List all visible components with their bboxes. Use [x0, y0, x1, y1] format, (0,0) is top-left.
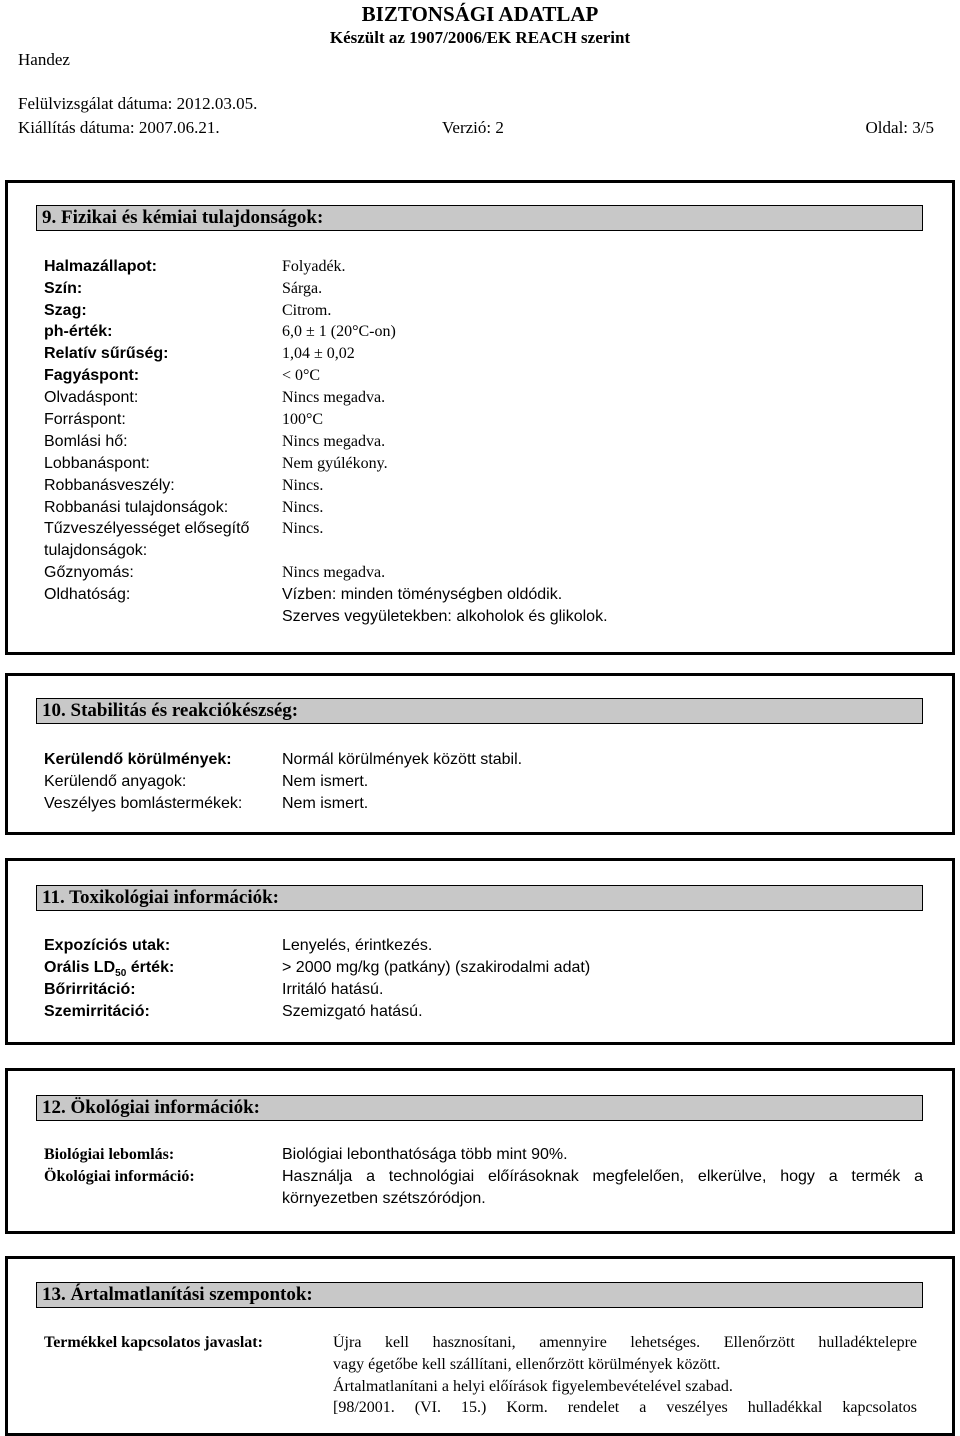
section-10-heading: 10. Stabilitás és reakciókészség: — [36, 698, 923, 724]
prop-value: Sárga. — [282, 280, 323, 297]
issue-date: Kiállítás dátuma: 2007.06.21. — [18, 118, 220, 137]
prop-label: Biológiai lebomlás: — [44, 1146, 175, 1163]
section-9-box — [5, 180, 955, 655]
prop-label: Halmazállapot: — [44, 258, 157, 275]
prop-label: Szín: — [44, 280, 83, 297]
prop-label: Gőznyomás: — [44, 564, 134, 581]
prop-label: Oldhatóság: — [44, 586, 131, 603]
ld50-label-b: érték: — [126, 959, 175, 976]
prop-label: Olvadáspont: — [44, 389, 139, 406]
prop-label: Relatív sűrűség: — [44, 345, 169, 362]
prop-value: Nem ismert. — [282, 773, 369, 790]
prop-label: Robbanásveszély: — [44, 477, 175, 494]
document-title: BIZTONSÁGI ADATLAP — [361, 2, 599, 26]
prop-label: Szag: — [44, 302, 87, 319]
page-number: Oldal: 3/5 — [865, 118, 934, 137]
prop-value: < 0°C — [282, 367, 321, 384]
prop-value: Nincs megadva. — [282, 564, 386, 581]
section-11-heading: 11. Toxikológiai információk: — [36, 885, 923, 911]
prop-value: Szemizgató hatású. — [282, 1003, 423, 1020]
prop-label: Lobbanáspont: — [44, 455, 150, 472]
prop-label: Forráspont: — [44, 411, 126, 428]
prop-value: Lenyelés, érintkezés. — [282, 937, 433, 954]
prop-value: Irritáló hatású. — [282, 981, 384, 998]
section-12-heading: 12. Ökológiai információk: — [36, 1095, 923, 1121]
prop-value: 1,04 ± 0,02 — [282, 345, 355, 362]
prop-label: Bomlási hő: — [44, 433, 128, 450]
revision-date: Felülvizsgálat dátuma: 2012.03.05. — [18, 94, 258, 113]
prop-label: ph-érték: — [44, 323, 113, 340]
prop-value: Szerves vegyületekben: alkoholok és glikolok. — [282, 608, 608, 625]
document-subtitle: Készült az 1907/2006/EK REACH szerint — [329, 28, 631, 47]
version: Verzió: 2 — [442, 118, 504, 137]
prop-value: Nincs. — [282, 477, 324, 494]
meta-row — [18, 118, 934, 140]
prop-label: Expozíciós utak: — [44, 937, 171, 954]
prop-value: Nem gyúlékony. — [282, 455, 388, 472]
prop-label: Kerülendő körülmények: — [44, 751, 232, 768]
prop-value: 6,0 ± 1 (20°C-on) — [282, 323, 396, 340]
disposal-line-3: Ártalmatlanítani a helyi előírások figyelembevételével szabad. — [333, 1378, 733, 1395]
ld50-subscript: 50 — [115, 968, 127, 980]
prop-label: Fagyáspont: — [44, 367, 140, 384]
prop-value: Nincs. — [282, 499, 324, 516]
section-13-heading: 13. Ártalmatlanítási szempontok: — [36, 1282, 923, 1308]
prop-value: > 2000 mg/kg (patkány) (szakirodalmi adat) — [282, 959, 591, 976]
ld50-label-a: Orális LD — [44, 959, 116, 976]
prop-value: Használja a technológiai előírásoknak megfelelően, elkerülve, hogy a termék a — [282, 1168, 923, 1185]
section-9-heading: 9. Fizikai és kémiai tulajdonságok: — [36, 205, 923, 231]
prop-value: Nincs. — [282, 520, 324, 537]
prop-label: Kerülendő anyagok: — [44, 773, 187, 790]
prop-label: Termékkel kapcsolatos javaslat: — [44, 1334, 263, 1351]
prop-label: Szemirritáció: — [44, 1003, 150, 1020]
prop-value: környezetben szétszóródjon. — [282, 1190, 486, 1207]
company-name: Handez — [18, 50, 70, 69]
prop-label: Ökológiai információ: — [44, 1168, 195, 1185]
prop-value: Nincs megadva. — [282, 389, 386, 406]
prop-label: tulajdonságok: — [44, 542, 148, 559]
prop-value: Folyadék. — [282, 258, 346, 275]
disposal-line-1: Újra kell hasznosítani, amennyire lehetséges. Ellenőrzött hulladéktelepre — [333, 1334, 917, 1351]
prop-value: Nincs megadva. — [282, 433, 386, 450]
prop-value: 100°C — [282, 411, 324, 428]
prop-label: Robbanási tulajdonságok: — [44, 499, 229, 516]
prop-value: Nem ismert. — [282, 795, 369, 812]
prop-value: Vízben: minden töménységben oldódik. — [282, 586, 563, 603]
prop-value: Normál körülmények között stabil. — [282, 751, 523, 768]
prop-value: Citrom. — [282, 302, 332, 319]
prop-label: Veszélyes bomlástermékek: — [44, 795, 243, 812]
prop-value: Biológiai lebonthatósága több mint 90%. — [282, 1146, 568, 1163]
disposal-line-4: [98/2001. (VI. 15.) Korm. rendelet a veszélyes hulladékkal kapcsolatos — [333, 1399, 917, 1416]
prop-label — [44, 959, 174, 979]
disposal-line-2: vagy égetőbe kell szállítani, ellenőrzött körülmények között. — [333, 1356, 721, 1373]
prop-label: Bőrirritáció: — [44, 981, 136, 998]
prop-label: Tűzveszélyességet elősegítő — [44, 520, 250, 537]
